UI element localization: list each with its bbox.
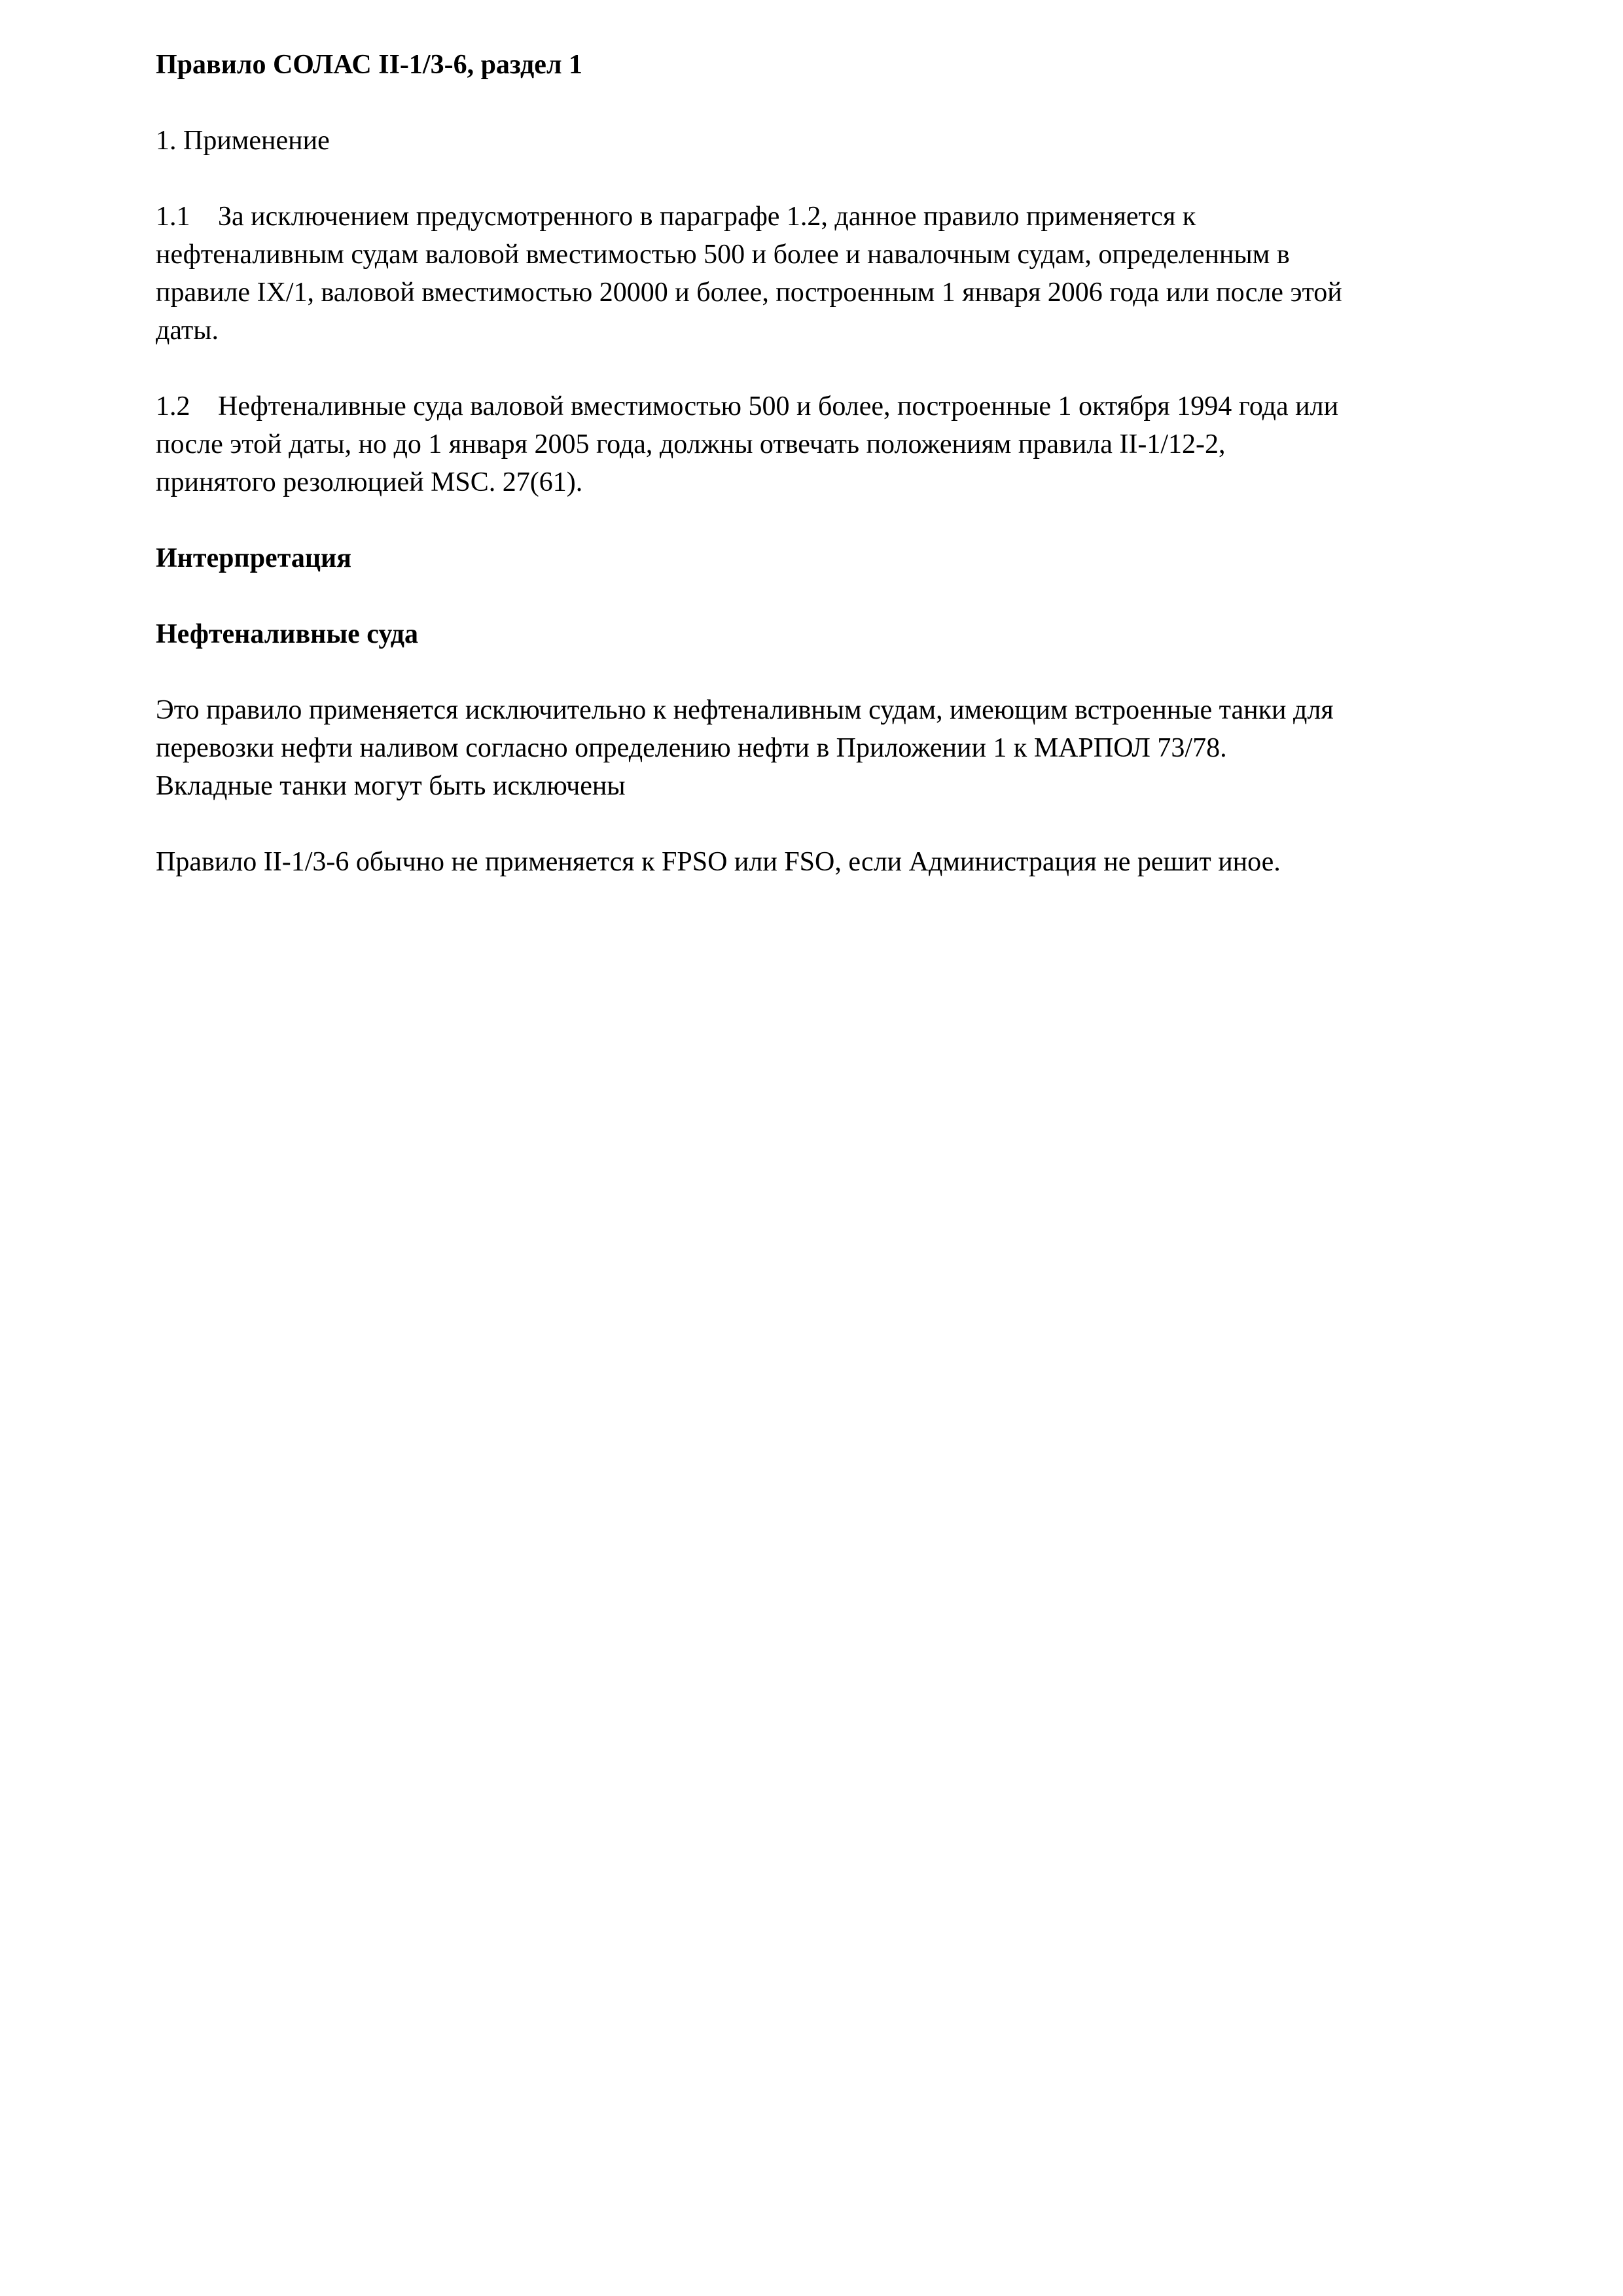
fpso-paragraph: Правило II-1/3-6 обычно не применяется к FPSO или FSO, если Администрация не решит иное. (156, 847, 1281, 877)
paragraph-1-1-line: правиле IX/1, валовой вместимостью 20000 и более, построенным 1 января 2006 года или после этой (156, 278, 1342, 308)
paragraph-1-1 (156, 198, 1491, 350)
document-page (156, 46, 1491, 919)
interpretation-paragraph (156, 691, 1491, 805)
section-heading-application: 1. Применение (156, 126, 330, 156)
paragraph-1-2-line: после этой даты, но до 1 января 2005 года, должны отвечать положениям правила II-1/12-2, (156, 429, 1226, 459)
interpretation-heading: Интерпретация (156, 543, 351, 573)
interpretation-line: перевозки нефти наливом согласно определению нефти в Приложении 1 к МАРПОЛ 73/78. (156, 733, 1227, 763)
paragraph-number: 1.1 (156, 202, 190, 232)
paragraph-1-2-line (156, 387, 1491, 425)
paragraph-1-1-line: нефтеналивным судам валовой вместимостью 500 и более и навалочным судам, определенным в (156, 240, 1290, 270)
paragraph-text: Нефтеналивные суда валовой вместимостью 500 и более, построенные 1 октября 1994 года или (218, 391, 1339, 422)
paragraph-1-2 (156, 387, 1491, 501)
paragraph-1-2-line: принятого резолюцией MSC. 27(61). (156, 467, 583, 497)
interpretation-line: Это правило применяется исключительно к нефтеналивным судам, имеющим встроенные танки для (156, 695, 1334, 725)
paragraph-1-1-line (156, 198, 1491, 236)
paragraph-text: За исключением предусмотренного в параграфе 1.2, данное правило применяется к (218, 202, 1196, 232)
tankers-heading: Нефтеналивные суда (156, 619, 418, 649)
paragraph-number: 1.2 (156, 391, 190, 422)
interpretation-line: Вкладные танки могут быть исключены (156, 771, 626, 801)
document-title: Правило СОЛАС II-1/3-6, раздел 1 (156, 50, 583, 80)
paragraph-1-1-line: даты. (156, 315, 219, 346)
